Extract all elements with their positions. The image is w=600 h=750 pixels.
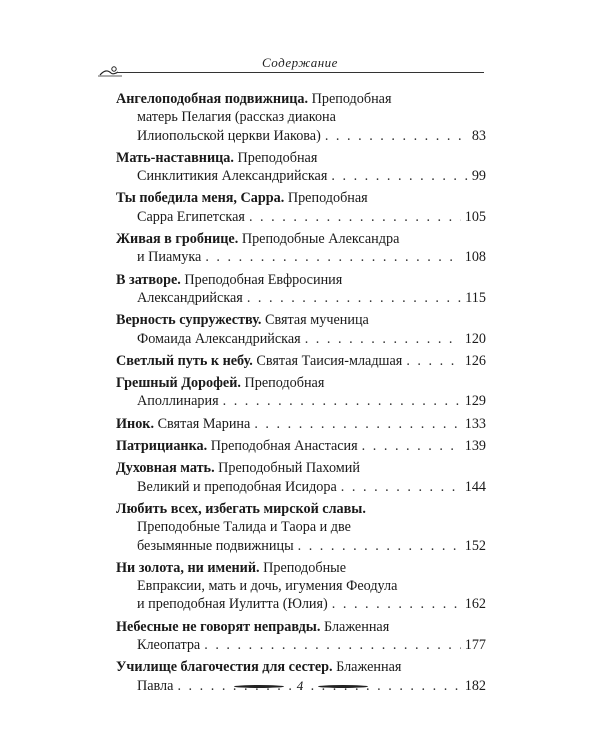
- toc-page-number: 129: [464, 393, 486, 410]
- toc-page-number: 120: [464, 330, 486, 347]
- toc-line: [116, 577, 486, 595]
- toc-line: [116, 415, 486, 433]
- toc-entry-subtitle: Святая Марина: [154, 415, 251, 432]
- toc-entry-subtitle: и Пиамука: [137, 249, 202, 266]
- toc-entry-subtitle: Преподобные Талида и Таора и две: [137, 519, 351, 536]
- toc-line-text: [137, 518, 351, 536]
- dot-leader: [332, 595, 461, 613]
- toc-entry-subtitle: Синклитикия Александрийская: [137, 168, 328, 185]
- dot-leader: [223, 392, 461, 410]
- toc-entry: [116, 374, 486, 411]
- toc-line: [116, 658, 486, 676]
- dot-leader: [298, 537, 461, 555]
- toc-entry-subtitle: Преподобная Анастасия: [207, 438, 358, 455]
- toc-line: [116, 149, 486, 167]
- dot-leader: [362, 437, 461, 455]
- toc-entry-title: Верность супружеству.: [116, 312, 262, 329]
- toc-entry-subtitle: Святая мученица: [261, 312, 369, 329]
- toc-entry: [116, 352, 486, 370]
- toc-line: [116, 271, 486, 289]
- toc-line: [116, 330, 486, 348]
- toc-line: [116, 90, 486, 108]
- toc-entry-subtitle: Аполлинария: [137, 393, 219, 410]
- toc-line: [116, 595, 486, 613]
- toc-line: [116, 189, 486, 207]
- toc-entry: [116, 500, 486, 555]
- toc-entry: [116, 618, 486, 655]
- toc-entry: [116, 90, 486, 145]
- toc-entry-title: Патрицианка.: [116, 438, 208, 455]
- dot-leader: [331, 167, 467, 185]
- toc-page-number: 182: [464, 677, 486, 694]
- toc-entry-subtitle: Преподобные Александра: [238, 231, 400, 248]
- dot-leader: [205, 248, 460, 266]
- toc-line-text: [116, 559, 346, 577]
- toc-entry-title: Духовная мать.: [116, 460, 215, 477]
- toc-line-text: [116, 271, 342, 289]
- toc-entry-subtitle: Великий и преподобная Исидора: [137, 478, 337, 495]
- toc-line-text: [116, 311, 369, 329]
- toc-entry-subtitle: Преподобная Евфросиния: [180, 271, 343, 288]
- toc-page-number: 99: [471, 168, 486, 185]
- dot-leader: [325, 127, 468, 145]
- toc-line-text: [116, 459, 360, 477]
- header-rule: [118, 72, 484, 73]
- toc-page-number: 83: [471, 127, 486, 144]
- toc-entry: [116, 271, 486, 308]
- toc-entry-subtitle: Блаженная: [332, 659, 402, 676]
- toc-line-text: [137, 478, 337, 496]
- toc-entry: [116, 189, 486, 226]
- toc-line-text: [116, 500, 366, 518]
- toc-page-number: 115: [465, 289, 486, 306]
- toc-entry-title: Любить всех, избегать мирской славы.: [116, 500, 366, 517]
- dot-leader: [249, 208, 461, 226]
- toc-page-number: 152: [464, 537, 486, 554]
- page-footer: [0, 678, 600, 698]
- toc-line: [116, 352, 486, 370]
- toc-line-text: [137, 127, 321, 145]
- toc-line: [116, 208, 486, 226]
- toc-entry-subtitle: Преподобная: [284, 190, 368, 207]
- toc-entry-subtitle: Клеопатра: [137, 637, 201, 654]
- toc-entry: [116, 437, 486, 455]
- toc-line: [116, 392, 486, 410]
- toc-line-text: [137, 289, 243, 307]
- toc-line-text: [116, 374, 324, 392]
- dot-leader: [204, 636, 460, 654]
- toc-page-number: 144: [464, 478, 486, 495]
- toc-line: [116, 289, 486, 307]
- toc-entry: [116, 230, 486, 267]
- toc-line-text: [137, 392, 219, 410]
- toc-entry-subtitle: Преподобные: [259, 559, 347, 576]
- toc-line: [116, 518, 486, 536]
- toc-page-number: 177: [464, 637, 486, 654]
- toc-entry-title: В затворе.: [116, 271, 181, 288]
- toc-entry-subtitle: Преподобный Пахомий: [214, 460, 360, 477]
- toc-line-text: [137, 208, 245, 226]
- toc-entry-subtitle: Преподобная: [233, 149, 318, 166]
- toc-entry-subtitle: матерь Пелагия (рассказ диакона: [137, 109, 336, 126]
- table-of-contents: [116, 90, 486, 699]
- toc-entry-title: Небесные не говорят неправды.: [116, 618, 321, 635]
- toc-line: [116, 108, 486, 126]
- toc-line-text: [116, 189, 368, 207]
- toc-line-text: [137, 167, 327, 185]
- toc-line-text: [137, 248, 201, 266]
- toc-entry-title: Ты победила меня, Сарра.: [116, 190, 285, 207]
- toc-line: [116, 437, 486, 455]
- toc-line-text: [116, 230, 399, 248]
- toc-entry: [116, 559, 486, 614]
- page-number: 4: [296, 678, 304, 693]
- toc-page-number: 105: [464, 208, 486, 225]
- toc-line-text: [116, 658, 401, 676]
- toc-page-number: 162: [464, 596, 486, 613]
- toc-entry: [116, 459, 486, 496]
- toc-entry-title: Грешный Дорофей.: [116, 375, 241, 392]
- toc-line-text: [116, 415, 250, 433]
- toc-line-text: [137, 537, 294, 555]
- toc-entry-subtitle: Евпраксии, мать и дочь, игумения Феодула: [137, 578, 398, 595]
- toc-line: [116, 537, 486, 555]
- toc-line: [116, 167, 486, 185]
- toc-entry-title: Училище благочестия для сестер.: [116, 659, 333, 676]
- toc-line-text: [116, 90, 392, 108]
- dot-leader: [305, 330, 461, 348]
- toc-line-text: [116, 352, 402, 370]
- dot-leader: [247, 289, 461, 307]
- toc-line: [116, 559, 486, 577]
- toc-line: [116, 374, 486, 392]
- toc-line-text: [137, 577, 397, 595]
- toc-line-text: [116, 149, 317, 167]
- toc-page-number: 108: [464, 249, 486, 266]
- toc-entry-subtitle: Блаженная: [320, 618, 390, 635]
- toc-entry-title: Инок.: [116, 415, 155, 432]
- toc-entry-subtitle: и преподобная Иулитта (Юлия): [137, 596, 328, 613]
- toc-line: [116, 459, 486, 477]
- toc-line: [116, 636, 486, 654]
- dot-leader: [406, 352, 460, 370]
- toc-entry-subtitle: Святая Таисия-младшая: [252, 352, 403, 369]
- toc-entry-title: Живая в гробнице.: [116, 231, 239, 248]
- toc-line: [116, 311, 486, 329]
- toc-page-number: 133: [464, 415, 486, 432]
- toc-entry-subtitle: Фомаида Александрийская: [137, 330, 301, 347]
- toc-line: [116, 230, 486, 248]
- toc-entry: [116, 149, 486, 186]
- toc-entry-subtitle: Сарра Египетская: [137, 208, 245, 225]
- toc-line-text: [137, 636, 200, 654]
- toc-line: [116, 478, 486, 496]
- toc-line-text: [137, 330, 301, 348]
- footer-right-rule: [318, 685, 368, 688]
- toc-line: [116, 500, 486, 518]
- dot-leader: [341, 478, 461, 496]
- toc-entry-title: Ангелоподобная подвижница.: [116, 91, 309, 107]
- toc-entry-subtitle: Преподобная: [308, 91, 392, 107]
- toc-page-number: 139: [464, 438, 486, 455]
- toc-line-text: [137, 108, 336, 126]
- dot-leader: [254, 415, 460, 433]
- toc-line-text: [116, 618, 389, 636]
- toc-entry-subtitle: безымянные подвижницы: [137, 537, 294, 554]
- toc-entry-subtitle: Павла: [137, 677, 174, 694]
- flourish-ornament-icon: [98, 64, 122, 78]
- toc-line-text: [137, 595, 328, 613]
- toc-entry-title: Мать-наставница.: [116, 149, 234, 166]
- page-title: Содержание: [262, 55, 338, 70]
- toc-line: [116, 618, 486, 636]
- toc-line-text: [116, 437, 358, 455]
- toc-entry-subtitle: Александрийская: [137, 289, 243, 306]
- toc-entry-subtitle: Илиопольской церкви Иакова): [137, 127, 321, 144]
- toc-entry: [116, 311, 486, 348]
- toc-entry-title: Светлый путь к небу.: [116, 352, 253, 369]
- toc-entry-subtitle: Преподобная: [240, 375, 325, 392]
- toc-line: [116, 248, 486, 266]
- toc-entry-title: Ни золота, ни имений.: [116, 559, 260, 576]
- toc-line: [116, 127, 486, 145]
- toc-page-number: 126: [464, 352, 486, 369]
- toc-entry: [116, 415, 486, 433]
